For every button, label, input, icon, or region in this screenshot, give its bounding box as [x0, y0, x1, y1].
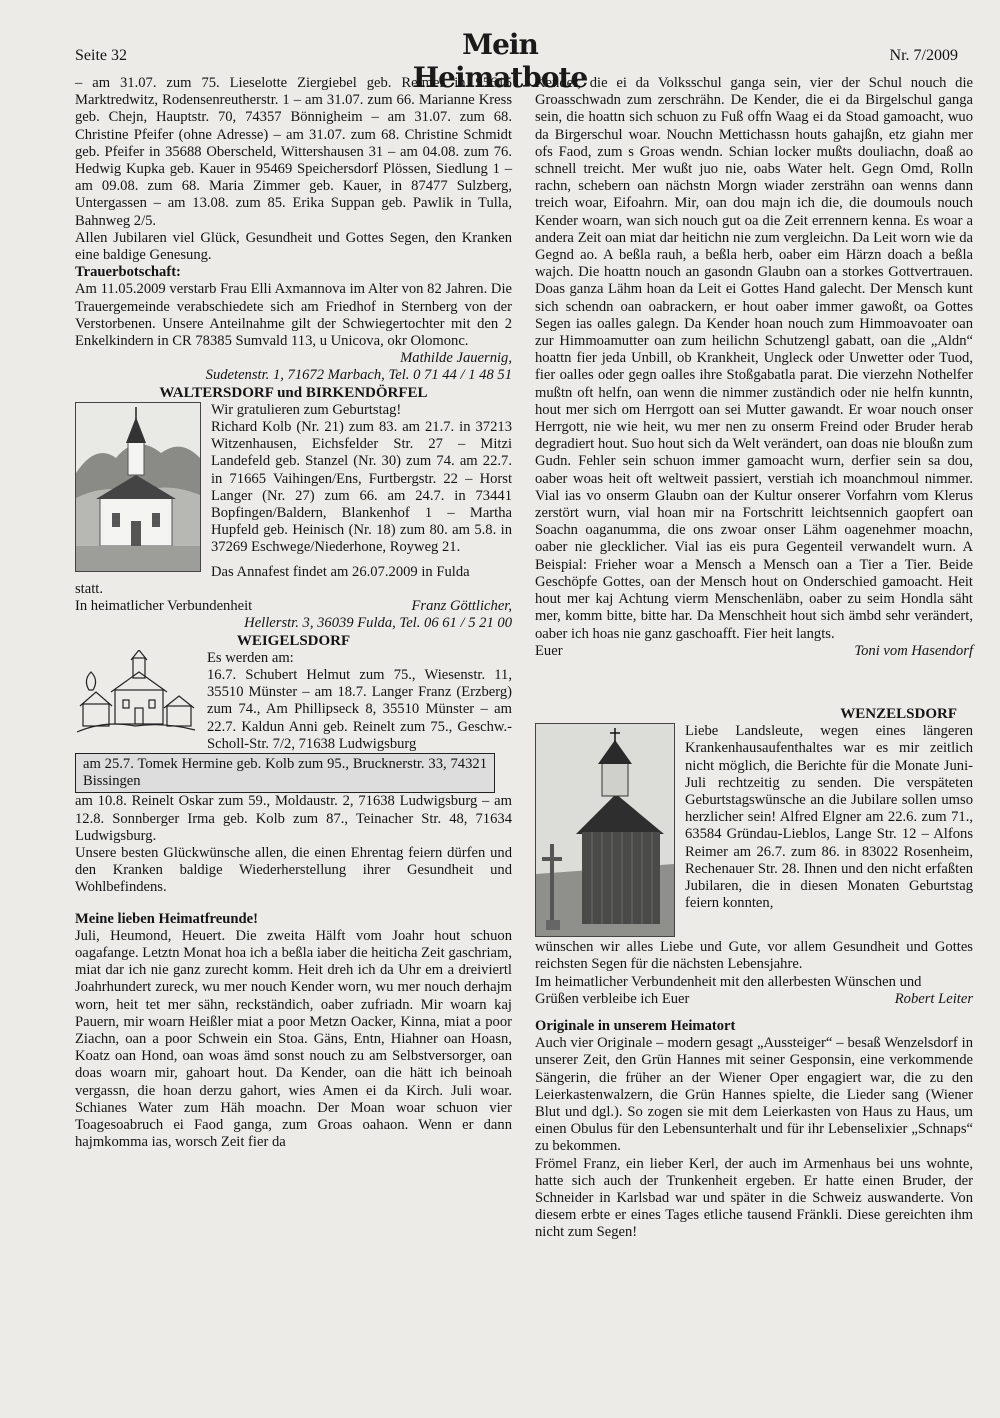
weigelsdorf-intro: Es werden am:	[207, 649, 294, 666]
wenzelsdorf-greeting: Im heimatlicher Verbundenheit mit den allerbesten Wünschen und	[535, 973, 922, 990]
wenzelsdorf-letter-continued: wünschen wir alles Liebe und Gute, vor allem Gesundheit und Gottes reichsten Segen für die nächsten Lebensjahre.	[535, 939, 973, 973]
birthday-list-continued: – am 31.07. zum 75. Lieselotte Ziergiebel geb. Reimer in 95615 Marktredwitz, Rodensenreutherstr. 1 – am 31.07. zum 66. Marianne Kress geb. Chejn, Hauptstr. 70, 74357 Bönnigheim – am 31.07. zum 68. Christine Pfeifer (ohne Adresse) – am 31.07. zum 68. Christine Schmidt geb. Pfeifer in 35688 Oberscheld, Wittershausen 31 – am 04.08. zum 76. Hedwig Kupka geb. Kauer in 95469 Speichersdorf Plössen, Siedlung 1 – am 09.08. zum 68. Maria Zimmer geb. Kauer, in 87477 Sulzberg, Untergassen – am 13.08. zum 85. Erika Suppan geb. Pawlik in Tulla, Bahnweg 2/5.	[75, 75, 512, 229]
right-column	[535, 75, 973, 1242]
weigelsdorf-wishes: Unsere besten Glückwünsche allen, die einen Ehrentag feiern dürfen und den Kranken baldige Wiederherstellung ihrer Gesundheit und Wohlbefindens.	[75, 844, 512, 896]
wenzelsdorf-greeting-end: Grüßen verbleibe ich Euer	[535, 990, 690, 1007]
trauer-heading: Trauerbotschaft:	[75, 264, 181, 281]
originale-paragraph-1: Auch vier Originale – modern gesagt „Aussteiger“ – besaß Wenzelsdorf in unserer Zeit, den Grün Hannes mit seiner Gesponsin, eine verkommende Sängerin, die früher an der Wiener Oper engagiert war, die zu den Leierkastenwalzern, die Grün Hannes spielte, die Lieder sang (Wiener Blut und dgl.). So zogen sie mit dem Leierkasten von Haus zu Haus, um einen Obulus für den Lebensunterhalt und für ihr Lebenselixier „Schnaps“ zu bekommen.	[535, 1035, 973, 1155]
waltersdorf-signature-address: Hellerstr. 3, 36039 Fulda, Tel. 06 61 / 5 21 00	[244, 615, 512, 632]
masthead-logo: Mein Heimatbote	[412, 28, 588, 94]
annafest-note-end: statt.	[75, 580, 103, 597]
section-title-wenzelsdorf: WENZELSDORF	[840, 705, 957, 722]
heimatfreunde-heading: Meine lieben Heimatfreunde!	[75, 910, 258, 927]
trauer-signature-name: Mathilde Jauernig,	[400, 350, 512, 367]
heimatfreunde-text: Juli, Heumond, Heuert. Die zweita Hälft vom Joahr hout schuon oagafange. Letztn Monat hoa ich a beßla iaber die heiticha Zeit gaschriam, miat dar ich nie ganz zurecht komm. Heit dreh ich da Uhr em a dreiviertl Joahrhundert zureck, wu mer nouch Kender worn, wu mer nouch derhajm worn, heit tet mer sähn, reckständich, oaber zufriadn. Mir woarn kaj Pauern, mir woarn Heißler miat a poor Metzn Oacker, Kinna, miat a poor Ziachn, oan a poor Schwein ein Stoa. Gäns, Entn, Hiahner oan Hoasn, Koatz oan Hond, oan woas ämd sonst nouch zu am Selbstversorger, oan doas woarn mir, gahoart hout. Da Kender, oan die hätt ich beinoah vergassn, die hoan derzu gahort, wies Amen ei da Kirch. Juli woar. Schianes Water zum Häh moachn. Der Moan woar schuon vier Toagesoabruch ei Faod ganga, zum Groas oahaon. Wenn er dann hajmkomma ias, worsch Zeit fier da	[75, 927, 512, 1151]
annafest-note: Das Annafest findet am 26.07.2009 in Fulda	[211, 563, 470, 580]
weigelsdorf-birthdays-more: am 10.8. Reinelt Oskar zum 59., Moldaustr. 2, 71638 Ludwigsburg – am 12.8. Sonnberger Irma geb. Kolb zum 87., Teinacher Str. 48, 71634 Ludwigsburg.	[75, 793, 512, 844]
trauer-text: Am 11.05.2009 verstarb Frau Elli Axmannova im Alter von 82 Jahren. Die Trauergemeinde verabschiedete sich am Friedhof in Sternberg von der Verstorbenen. Unsere Anteilnahme gilt der Schwiegertochter mit den 2 Enkelkindern in CR 78385 Sumvald 113, u Unicova, okr Olomonc.	[75, 281, 512, 350]
page-number: Seite 32	[75, 47, 127, 64]
waltersdorf-signature-name: Franz Göttlicher,	[411, 598, 512, 615]
dialect-story-continued: Kender, die ei da Volksschul ganga sein, vier der Schul nouch die Groasschwadn zum zerschrähn. De Kender, die ei da Birgelschul ganga sein, die hoattn sich schuon zu Fuß offn Waag ei da Stoad gamoacht, wuo da Birgerschul woar. Nouchn Mettichassn houts gahajßn, etz giahn mer ofs Faod, zum s Groas wendn. Schian locker mußts douliachn, doaß ao schnell treicht. Mer wußt juo nie, oabs Water helt. Gegn Omd, Rolln rachn, schebern oan nächstn Morgn wiader zersträhn oan wenns dann treich woar, Eifoahrn. Mir, oan dou majn ich die, die doumouls nouch Kender woarn, wan sich nouch gut oa die Zeit errennern kenna. Es woar a andera Zeit oan miat dar heitichn nie zum vergleichn. Da Leit worn wie da Gegnd ao. A beßla rauh, a beßla herb, oaber eim Härzn doach a beßla wajch. Die hoattn nouch an gasondn Glaubn oan a storkes Gottvertrauen. Doas ganza Lähm hoan da Leit ei Gottes Hand galecht. Der Mensch kunt sich schendn oan oabrackern, er hout oaber immer gawoßt, oa Gottes Segen ias oalles galegn. Da Kender hoan nouch zum Himmoavoater oan zur Himmoamutter oan zum heilichn Schutzengl gabatt, oan die „Aldn“ hoattn fier jeda Unbill, ob Krankheit, Ungleck oder Unwetter oder Tuod, fier oalles oder gegn oalles ihre Stoßgabatla parat. Die vierzehn Nothelfer mußtn oft helfn, oan wenn die nimmer zuständich oder nie helfn kunntn, hout mer sich om Herrgott oan sei Mutter gawandt. Er woar nouch onser Herrgott, nie wie heit, wu mer nen zu onserm Freind oder Bruder herab degradiert hout. Suo hout sich da Welt verändert, oan doas nie bloußn zum Gudn. Fehler sein schuon immer gamoacht wurn, derfier sein sa dou, oaber woas heit oft weltweit passiert, verstiah ich moanchmoul nimmer. Vial ias vo onserm Glaubn oan der Kultur onserer Vorfahrn vom Klerus zerstört wurn, vial hoan mir na Fortschritt leichtsennich gaopfert oan Soachn oaganumma, die ons zwoar onser Lähm oagenehmer moachn, oaber nie glecklicher. Vial ias eis pura Gegenteil verwandelt wurn. A Beispial: Frieher woar a Mensch a Mensch oan a Tier a Tier. Beide Geschöpfe Gottes, oan der Mensch hout on Onderschied gamoacht. Heit hout mer kaj Achtung vierm Menschenläbn, oaber zu seim Hondla säht mer, komm bitte, bitte har. Da Menschheit hout sich ämbd sehr verändert, oaber ich hoas nie ganz gaschoafft. Fier heit langts.	[535, 75, 973, 642]
section-title-waltersdorf: WALTERSDORF und BIRKENDÖRFEL	[159, 384, 428, 401]
wenzelsdorf-letter: Liebe Landsleute, wegen eines längeren Krankenhausaufenthaltes war es mir zeitlich nicht möglich, die Berichte für die Monate Juni-Juli rechtzeitig zu senden. Die verspäteten Geburtstagswünsche an die Jubilare sollen umso herzlicher sein! Alfred Elgner am 22.6. zum 71., 63584 Gründau-Lieblos, Lange Str. 12 – Alfons Reimer am 26.7. zum 86. in 83022 Rosenheim, Rechenauer Str. 28. Ihnen und den nicht erfaßten Jubilaren, die in diesen Monaten Geburtstag feiern konnten,	[685, 723, 973, 912]
issue-number: Nr. 7/2009	[889, 47, 958, 64]
trauer-signature-address: Sudetenstr. 1, 71672 Marbach, Tel. 0 71 44 / 1 48 51	[205, 367, 512, 384]
village-drawing-weigelsdorf	[75, 650, 197, 740]
originale-paragraph-2: Frömel Franz, ein lieber Kerl, der auch im Armenhaus bei uns wohnte, hatte sich auch der Trunkenheit ergeben. Er hatte einen Bruder, der Schneider in Karlsbad war und später in die Schweiz auswanderte. Von diesem erbte er eines Tages etliche tausend Fränkli. Diese gereichten ihm nicht zum Segen!	[535, 1155, 973, 1241]
highlight-box-birthday: am 25.7. Tomek Hermine geb. Kolb zum 95., Brucknerstr. 33, 74321 Bissingen	[75, 753, 495, 793]
dialect-story-closing: Euer	[535, 642, 563, 659]
waltersdorf-intro: Wir gratulieren zum Geburtstag!	[211, 401, 402, 418]
chapel-photo-wenzelsdorf	[535, 723, 675, 937]
originale-heading: Originale in unserem Heimatort	[535, 1017, 736, 1034]
section-title-weigelsdorf: WEIGELSDORF	[236, 632, 351, 649]
wenzelsdorf-signature: Robert Leiter	[894, 990, 973, 1007]
weigelsdorf-birthdays: 16.7. Schubert Helmut zum 75., Wiesenstr. 11, 35510 Münster – am 18.7. Langer Franz (Erzberg) zum 74., Am Phillipseck 8, 35510 Münster – am 22.7. Kaldun Anni geb. Reinelt zum 75., Geschw.-Scholl-Str. 7/2, 71638 Ludwigsburg	[207, 666, 512, 752]
chapel-photo-waltersdorf	[75, 402, 201, 572]
dialect-story-signature: Toni vom Hasendorf	[854, 642, 973, 659]
waltersdorf-greeting: In heimatlicher Verbundenheit	[75, 598, 253, 615]
waltersdorf-birthdays: Richard Kolb (Nr. 21) zum 83. am 21.7. in 37213 Witzenhausen, Eichsfelder Str. 27 – Mitzi Landefeld geb. Stanzel (Nr. 30) zum 74. am 22.7. in 71665 Vaihingen/Ens, Furtbergstr. 22 – Horst Langer (Nr. 27) zum 66. am 24.7. in 73441 Bopfingen/Baldern, Blankenhof 1 – Martha Hupfeld geb. Heinisch (Nr. 18) zum 80. am 5.8. in 37269 Eschwege/Niederhone, Royweg 21.	[211, 419, 512, 556]
left-column	[75, 75, 512, 1151]
birthday-wishes: Allen Jubilaren viel Glück, Gesundheit und Gottes Segen, den Kranken eine baldige Genesung.	[75, 229, 512, 264]
